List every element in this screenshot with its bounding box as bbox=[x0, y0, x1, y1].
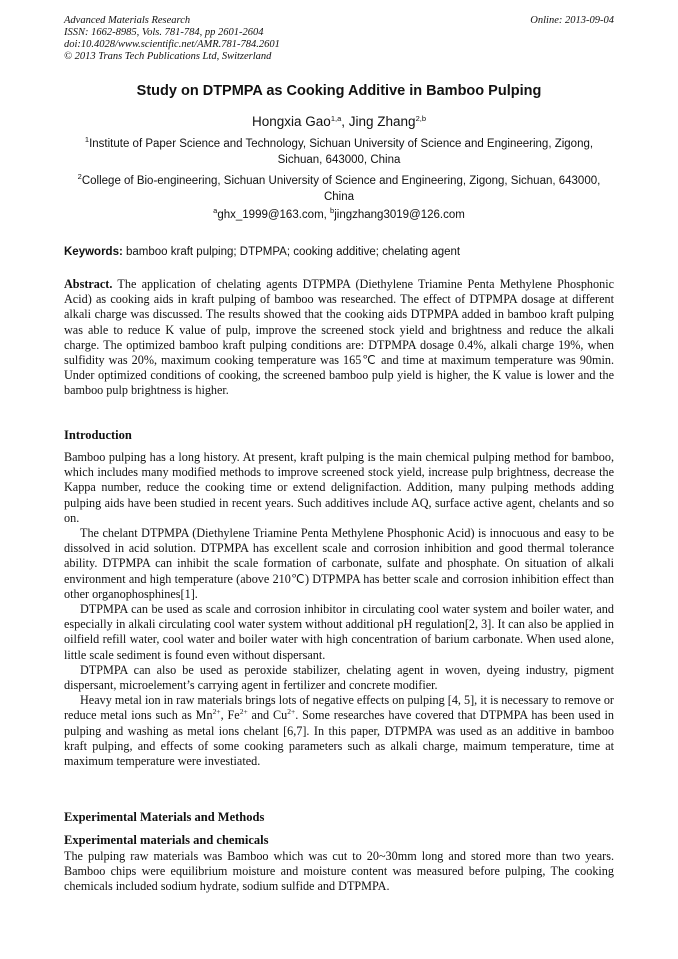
intro-p5-part-b: , Fe bbox=[220, 708, 240, 723]
paper-title: Study on DTPMPA as Cooking Additive in Bamboo Pulping bbox=[136, 83, 542, 99]
journal-doi: doi:10.4028/www.scientific.net/AMR.781-784.2601 bbox=[64, 39, 280, 50]
introduction-heading: Introduction bbox=[64, 428, 132, 442]
methods-body bbox=[64, 849, 614, 895]
abstract bbox=[64, 277, 614, 399]
intro-paragraph-4: DTPMPA can also be used as peroxide stabilizer, chelating agent in woven, dyeing industry, pigment dispersant, microelement’s carrying agent in fertilizer and concrete modifier. bbox=[64, 662, 614, 693]
journal-name: Advanced Materials Research bbox=[64, 15, 191, 26]
journal-copyright: © 2013 Trans Tech Publications Ltd, Switzerland bbox=[64, 51, 272, 62]
author-2-sup: 2,b bbox=[415, 114, 426, 123]
methods-paragraph-1: The pulping raw materials was Bamboo which was cut to 20~30mm long and stored more than two years. Bamboo chips were equilibrium moisture and moisture content was measured before pulping, The cooking chemicals included sodium hydrate, sodium sulfide and DTPMPA. bbox=[64, 849, 614, 894]
online-date: Online: 2013-09-04 bbox=[530, 15, 614, 26]
methods-heading: Experimental Materials and Methods bbox=[64, 810, 265, 824]
intro-p5-sup-fe: 2+ bbox=[239, 707, 248, 717]
email-a-sup: a bbox=[213, 206, 218, 215]
email-a: ghx_1999@163.com, bbox=[217, 209, 331, 221]
abstract-text: The application of chelating agents DTPMPA (Diethylene Triamine Penta Methylene Phosphonic Acid) as cooking aids in kraft pulping of bamboo was researched. The effect of DTPMPA dosage at different alkali charge was discussed. The results showed that the cooking aids DTPMPA added in bamboo kraft pulping was able to reduce K value of pulp, improve the screened stock yield and brightness and reduce the alkali charge. The optimized bamboo kraft pulping conditions are: DTPMPA dosage 0.4%, alkali charge 19%, when sulfidity was 20%, maximum cooking temperature was 165℃ and time at maximum temperature was 90min. Under optimized conditions of cooking, the screened bamboo pulp yield is higher, the K value is lower and the bamboo pulp brightness is higher. bbox=[64, 277, 614, 398]
introduction-body bbox=[64, 450, 614, 769]
journal-header bbox=[64, 15, 280, 63]
abstract-label: Abstract. bbox=[64, 277, 113, 291]
intro-paragraph-3: DTPMPA can be used as scale and corrosion inhibitor in circulating cool water system and boiler water, and especially in alkali circulating cool water system without additional pH regulation[2, 3]. It can also be applied in oilfield refill water, cool water and boiler water with high concentration of barium carbonate. When used alone, little scale sediment is found even without dispersant. bbox=[64, 602, 614, 662]
intro-paragraph-5 bbox=[64, 693, 614, 769]
affiliation-1 bbox=[64, 137, 614, 168]
intro-paragraph-1: Bamboo pulping has a long history. At present, kraft pulping is the main chemical pulping method for bamboo, which includes many modified methods to improve screened stock yield, increase pulp brightness, decrease the Kappa number, reduce the cooking time or extend delignifaction. Addition, many pulping methods adding pulping aids have been studied in recent years. Such additives include AQ, surface active agent, chelants and so on. bbox=[64, 450, 614, 525]
affiliation-2-text: College of Bio-engineering, Sichuan University of Science and Engineering, Zigong, Sichuan, 643000, China bbox=[81, 175, 601, 203]
email-b: jingzhang3019@126.com bbox=[334, 209, 465, 221]
author-separator: , bbox=[341, 114, 349, 129]
keywords-label: Keywords: bbox=[64, 246, 123, 258]
author-1-sup: 1,a bbox=[330, 114, 342, 123]
email-line bbox=[0, 208, 678, 223]
author-1-name: Hongxia Gao bbox=[252, 114, 331, 129]
intro-paragraph-2: The chelant DTPMPA (Diethylene Triamine Penta Methylene Phosphonic Acid) is innocuous and easy to be dissolved in acid solution. DTPMPA has excellent scale and corrosion inhibition and good thermal tolerance ability. DTPMPA can inhibit the scale formation of carbonate, sulfate and phosphate. On situation of alkali environment and high temperature (above 210℃) DTPMPA has better scale and corrosion inhibition effect than other organophosphines[1]. bbox=[64, 526, 614, 601]
methods-subheading: Experimental materials and chemicals bbox=[64, 833, 269, 847]
intro-p5-part-d: . Some researches have covered that DTPMPA has been used in pulping and washing as metal ions chelant [6,7]. In this paper, DTPMPA was used as an additive in bamboo kraft pulping, and effects of some cooking parameters such as alkali charge, maimum temperature, time at maximum temperature were investiated. bbox=[64, 708, 615, 769]
affiliation-2-sup: 2 bbox=[77, 172, 82, 181]
intro-p5-part-c: and Cu bbox=[247, 708, 288, 723]
affiliation-1-sup: 1 bbox=[84, 135, 90, 144]
journal-issn: ISSN: 1662-8985, Vols. 781-784, pp 2601-2604 bbox=[64, 27, 264, 38]
keywords-text: bamboo kraft pulping; DTPMPA; cooking additive; chelating agent bbox=[122, 246, 461, 258]
email-b-sup: b bbox=[330, 206, 335, 215]
affiliation-2 bbox=[64, 174, 614, 205]
abstract-paragraph bbox=[64, 277, 614, 399]
keywords bbox=[64, 245, 624, 260]
intro-p5-sup-mn: 2+ bbox=[212, 707, 221, 717]
intro-p5-sup-cu: 2+ bbox=[287, 707, 296, 717]
intro-p5-part-a: Heavy metal ion in raw materials brings lots of negative effects on pulping [4, 5], it is necessary to remove or reduce metal ions such as Mn bbox=[64, 693, 614, 723]
author-line bbox=[0, 113, 678, 131]
affiliation-1-text: Institute of Paper Science and Technology, Sichuan University of Science and Engineering, Zigong, Sichuan, 643000, China bbox=[89, 138, 594, 166]
author-2-name: Jing Zhang bbox=[348, 114, 416, 129]
